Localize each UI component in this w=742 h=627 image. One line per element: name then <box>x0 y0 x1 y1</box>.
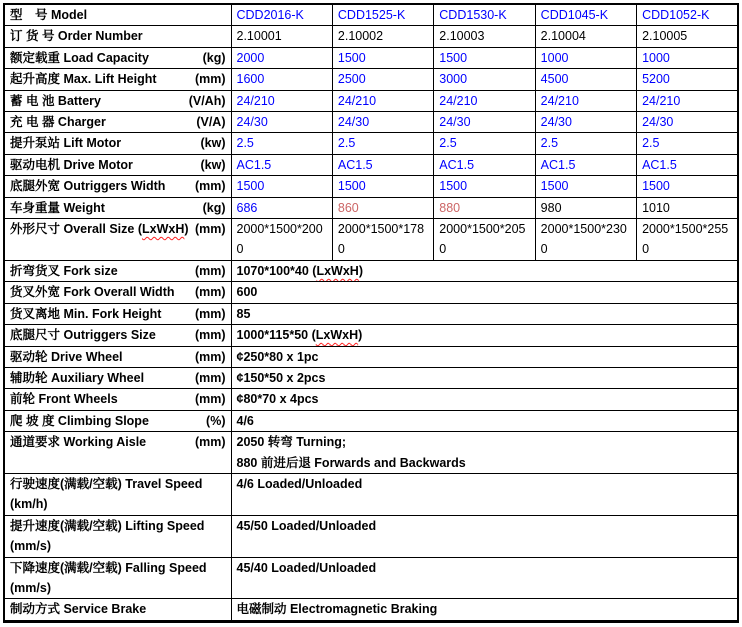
model-value: 24/30 <box>535 112 636 133</box>
row-unit: (mm) <box>194 435 226 450</box>
model-value: 2.5 <box>535 133 636 154</box>
model-value: CDD2016-K <box>231 4 332 26</box>
model-value: 5200 <box>637 69 738 90</box>
row-unit: (mm/s) <box>10 539 51 554</box>
row-unit: (kg) <box>202 50 226 65</box>
value-line: 1000*115*50 (LxWxH) <box>236 328 363 343</box>
row-value <box>231 282 738 303</box>
row-label <box>4 69 231 90</box>
value-line: ¢250*80 x 1pc <box>236 349 319 364</box>
row-unit: (mm) <box>194 222 226 237</box>
row-label-text: 车身重量 Weight <box>10 200 105 215</box>
model-value: 24/30 <box>231 112 332 133</box>
table-row <box>4 282 738 303</box>
row-label-text: 货叉外宽 Fork Overall Width <box>10 285 175 300</box>
row-label <box>4 26 231 47</box>
model-value: 1500 <box>332 176 433 197</box>
model-value: 2.10001 <box>231 26 332 47</box>
row-label-text: 爬 坡 度 Climbing Slope <box>10 413 149 428</box>
row-label <box>4 260 231 281</box>
model-value: 1500 <box>535 176 636 197</box>
row-label <box>4 599 231 621</box>
row-unit: (mm/s) <box>10 580 51 595</box>
value-line: 880 前进后退 Forwards and Backwards <box>236 455 466 470</box>
row-label <box>4 515 231 557</box>
table-row <box>4 432 738 474</box>
value-line: 4/6 Loaded/Unloaded <box>236 476 363 491</box>
row-label <box>4 176 231 197</box>
row-unit: (mm) <box>194 370 226 385</box>
row-label-text: 货叉离地 Min. Fork Height <box>10 306 162 321</box>
value-line: 45/40 Loaded/Unloaded <box>236 560 377 575</box>
table-row <box>4 154 738 175</box>
model-value: 2000*1500*1780 <box>332 219 433 261</box>
row-unit: (mm) <box>194 306 226 321</box>
table-row <box>4 197 738 218</box>
row-label <box>4 432 231 474</box>
table-row <box>4 599 738 621</box>
row-label-text: 蓄 电 池 Battery <box>10 93 101 108</box>
row-label-text: 充 电 器 Charger <box>10 115 106 130</box>
spellcheck-squiggle: LxWxH <box>141 222 185 237</box>
table-row <box>4 219 738 261</box>
model-value: 1500 <box>231 176 332 197</box>
row-value <box>231 432 738 474</box>
model-value: 2.10002 <box>332 26 433 47</box>
model-value: 1500 <box>637 176 738 197</box>
row-value <box>231 389 738 410</box>
model-value: 2.10003 <box>434 26 535 47</box>
row-label <box>4 325 231 346</box>
model-value: 24/210 <box>637 90 738 111</box>
row-label <box>4 303 231 324</box>
row-label <box>4 367 231 388</box>
row-label <box>4 346 231 367</box>
table-row <box>4 367 738 388</box>
row-label-text: 订 货 号 Order Number <box>10 29 143 44</box>
value-line: 4/6 <box>236 413 254 428</box>
row-label <box>4 557 231 599</box>
model-value: CDD1525-K <box>332 4 433 26</box>
row-unit: (mm) <box>194 263 226 278</box>
row-unit: (mm) <box>194 328 226 343</box>
model-value: CDD1052-K <box>637 4 738 26</box>
model-value: 880 <box>434 197 535 218</box>
table-row <box>4 473 738 515</box>
model-value: 2000*1500*2550 <box>637 219 738 261</box>
row-label-text: 提升速度(满载/空载) Lifting Speed <box>10 518 205 533</box>
row-value <box>231 410 738 431</box>
row-unit: (V/A) <box>196 115 226 130</box>
model-value: 2000*1500*2000 <box>231 219 332 261</box>
row-unit: (kw) <box>200 136 226 151</box>
table-row <box>4 325 738 346</box>
row-label-text: 辅助轮 Auxiliary Wheel <box>10 370 145 385</box>
row-label-text: 驱动电机 Drive Motor <box>10 157 133 172</box>
model-value: AC1.5 <box>434 154 535 175</box>
model-value: AC1.5 <box>231 154 332 175</box>
model-value: 2.5 <box>231 133 332 154</box>
row-unit: (mm) <box>194 285 226 300</box>
value-line: 600 <box>236 285 258 300</box>
table-row <box>4 112 738 133</box>
model-value: 1500 <box>332 47 433 68</box>
row-label <box>4 4 231 26</box>
model-value: AC1.5 <box>637 154 738 175</box>
row-label <box>4 112 231 133</box>
model-value: 2.5 <box>434 133 535 154</box>
value-line: ¢80*70 x 4pcs <box>236 392 319 407</box>
row-value <box>231 515 738 557</box>
model-value: 1000 <box>535 47 636 68</box>
row-label <box>4 90 231 111</box>
row-value <box>231 367 738 388</box>
row-label-text: 制动方式 Service Brake <box>10 602 147 617</box>
value-line: 1070*100*40 (LxWxH) <box>236 263 363 278</box>
row-unit: (mm) <box>194 72 226 87</box>
table-row <box>4 69 738 90</box>
model-value: 980 <box>535 197 636 218</box>
spellcheck-squiggle: LxWxH <box>316 263 359 278</box>
table-row <box>4 26 738 47</box>
row-label <box>4 154 231 175</box>
model-value: 24/210 <box>535 90 636 111</box>
model-value: CDD1530-K <box>434 4 535 26</box>
model-value: 24/210 <box>434 90 535 111</box>
table-row <box>4 303 738 324</box>
row-unit: (mm) <box>194 179 226 194</box>
model-value: 4500 <box>535 69 636 90</box>
model-value: 2.5 <box>637 133 738 154</box>
table-row <box>4 47 738 68</box>
value-line: 85 <box>236 306 251 321</box>
model-value: 2000*1500*2300 <box>535 219 636 261</box>
model-value: 1600 <box>231 69 332 90</box>
row-value <box>231 325 738 346</box>
row-label-text: 前轮 Front Wheels <box>10 392 118 407</box>
table-row <box>4 260 738 281</box>
row-unit: (km/h) <box>10 497 48 512</box>
table-row <box>4 4 738 26</box>
table-row <box>4 133 738 154</box>
model-value: 24/30 <box>637 112 738 133</box>
model-value: 2500 <box>332 69 433 90</box>
row-label-text: 起升高度 Max. Lift Height <box>10 72 157 87</box>
row-label-text: 底腿外宽 Outriggers Width <box>10 179 166 194</box>
row-label-text: 提升泵站 Lift Motor <box>10 136 122 151</box>
row-label <box>4 133 231 154</box>
table-row <box>4 515 738 557</box>
model-value: 686 <box>231 197 332 218</box>
row-label-text: 额定载重 Load Capacity <box>10 50 149 65</box>
table-row <box>4 410 738 431</box>
table-row <box>4 557 738 599</box>
table-row <box>4 346 738 367</box>
value-line: ¢150*50 x 2pcs <box>236 370 326 385</box>
model-value: 2000*1500*2050 <box>434 219 535 261</box>
row-label-text: 行驶速度(满载/空载) Travel Speed <box>10 476 203 491</box>
row-label <box>4 410 231 431</box>
row-unit: (%) <box>206 413 226 428</box>
table-row <box>4 176 738 197</box>
row-label-text: 驱动轮 Drive Wheel <box>10 349 123 364</box>
model-value: 1010 <box>637 197 738 218</box>
row-label-text: 型 号 Model <box>10 8 88 22</box>
spellcheck-squiggle: LxWxH <box>315 328 359 343</box>
value-line: 电磁制动 Electromagnetic Braking <box>236 602 438 617</box>
row-label <box>4 47 231 68</box>
row-label <box>4 282 231 303</box>
row-value <box>231 303 738 324</box>
row-label-text: 下降速度(满载/空载) Falling Speed <box>10 560 207 575</box>
model-value: CDD1045-K <box>535 4 636 26</box>
row-label-text: 底腿尺寸 Outriggers Size <box>10 328 156 343</box>
model-value: 2.10005 <box>637 26 738 47</box>
row-unit: (kg) <box>202 200 226 215</box>
row-unit: (kw) <box>200 157 226 172</box>
value-line: 45/50 Loaded/Unloaded <box>236 518 377 533</box>
model-value: 1500 <box>434 47 535 68</box>
row-unit: (mm) <box>194 349 226 364</box>
row-label-text: 通道要求 Working Aisle <box>10 435 147 450</box>
row-value <box>231 346 738 367</box>
value-line: 2050 转弯 Turning; <box>236 435 347 450</box>
row-unit: (V/Ah) <box>188 93 226 108</box>
model-value: 24/210 <box>231 90 332 111</box>
row-label-text: 外形尺寸 Overall Size (LxWxH) <box>10 222 189 237</box>
model-value: 24/30 <box>434 112 535 133</box>
model-value: 2.5 <box>332 133 433 154</box>
row-value <box>231 557 738 599</box>
model-value: 24/30 <box>332 112 433 133</box>
model-value: 3000 <box>434 69 535 90</box>
row-label <box>4 389 231 410</box>
model-value: AC1.5 <box>332 154 433 175</box>
table-row <box>4 90 738 111</box>
model-value: 2.10004 <box>535 26 636 47</box>
row-value <box>231 473 738 515</box>
model-value: 1000 <box>637 47 738 68</box>
model-value: 1500 <box>434 176 535 197</box>
table-row <box>4 389 738 410</box>
row-unit: (mm) <box>194 392 226 407</box>
row-label <box>4 219 231 261</box>
row-value <box>231 260 738 281</box>
model-value: AC1.5 <box>535 154 636 175</box>
spec-table-body <box>4 4 738 621</box>
row-label-text: 折弯货叉 Fork size <box>10 263 118 278</box>
spec-table <box>3 3 739 623</box>
row-label <box>4 197 231 218</box>
model-value: 2000 <box>231 47 332 68</box>
model-value: 24/210 <box>332 90 433 111</box>
row-label <box>4 473 231 515</box>
row-value <box>231 599 738 621</box>
model-value: 860 <box>332 197 433 218</box>
